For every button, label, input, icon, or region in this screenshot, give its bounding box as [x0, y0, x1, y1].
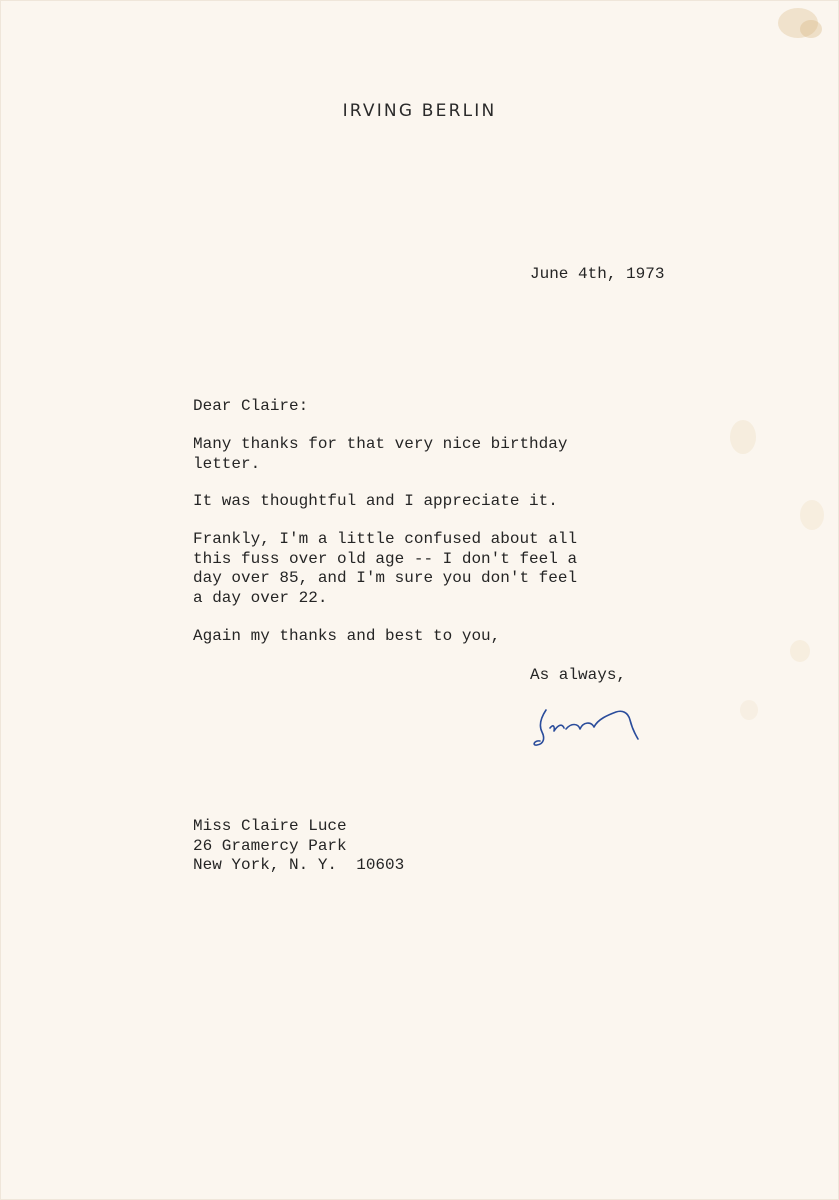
paper-stain [790, 640, 810, 662]
paper-stain [800, 20, 822, 38]
body-paragraph: It was thoughtful and I appreciate it. [193, 492, 558, 510]
body-paragraph: Frankly, I'm a little confused about all this fuss over old age -- I don't feel a day over 85, and I'm sure you don't feel a day over 22. [193, 530, 578, 607]
letter-date: June 4th, 1973 [530, 265, 665, 283]
paper-stain [740, 700, 758, 720]
paper-stain [730, 420, 756, 454]
handwritten-signature [528, 700, 648, 760]
body-paragraph: Again my thanks and best to you, [193, 627, 501, 645]
recipient-address: Miss Claire Luce 26 Gramercy Park New York, N. Y. 10603 [193, 817, 405, 874]
paper-stain [800, 500, 824, 530]
paper-stain [778, 8, 818, 38]
body-paragraph: Many thanks for that very nice birthday letter. [193, 435, 568, 473]
letterhead: IRVING BERLIN [342, 101, 497, 121]
salutation: Dear Claire: [193, 397, 309, 415]
closing: As always, [530, 666, 627, 684]
